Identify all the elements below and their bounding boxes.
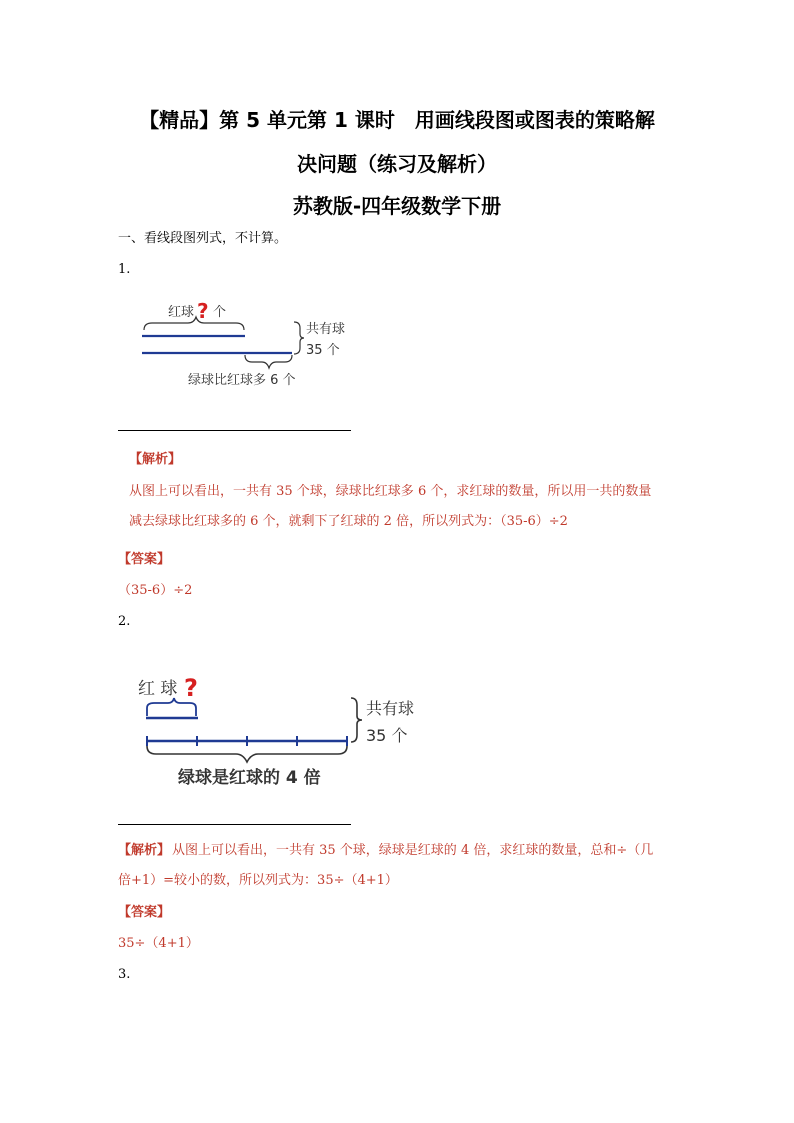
q1-total-line2: 35 个 (306, 343, 340, 358)
q2-answer-line (118, 824, 351, 825)
q2-line-diagram (130, 670, 430, 800)
q1-question-mark: ? (197, 299, 209, 323)
q2-number: 2. (118, 614, 131, 629)
q1-right-brace (294, 322, 304, 354)
q3-number: 3. (118, 967, 131, 982)
q2-label-red: 红 球 (138, 679, 178, 699)
q1-analysis-line2: 减去绿球比红球多的 6 个，就剩下了红球的 2 倍，所以列式为：（35-6）÷2 (129, 514, 568, 529)
q2-analysis-line1: 从图上可以看出，一共有 35 个球，绿球是红球的 4 倍，求红球的数量，总和÷（几 (172, 843, 654, 858)
q1-line-diagram (130, 292, 370, 402)
q2-right-brace (351, 698, 362, 742)
q2-total-line1: 共有球 (366, 699, 415, 718)
doc-title-line2: 决问题（练习及解析） (297, 152, 497, 176)
q1-analysis-label: 【解析】 (129, 452, 182, 467)
q2-total-line2: 35 个 (366, 726, 408, 745)
q2-answer: 35÷（4+1） (118, 936, 199, 951)
q1-label-red: 红球 (168, 305, 195, 320)
q1-answer-label: 【答案】 (118, 552, 171, 567)
q2-bottom-label: 绿球是红球的 4 倍 (178, 768, 321, 788)
q2-answer-label: 【答案】 (118, 905, 171, 920)
q1-label-unit: 个 (213, 305, 227, 320)
doc-title-line3: 苏教版-四年级数学下册 (292, 194, 502, 218)
doc-title-line1: 【精品】第 5 单元第 1 课时 用画线段图或图表的策略解 (139, 108, 655, 132)
q1-total-line1: 共有球 (306, 322, 346, 337)
q2-question-mark: ? (184, 674, 198, 702)
q1-bottom-brace (245, 355, 292, 368)
q2-analysis-line2: 倍+1）=较小的数，所以列式为：35÷（4+1） (118, 873, 398, 888)
q1-number: 1. (118, 262, 131, 277)
q1-analysis-line1: 从图上可以看出，一共有 35 个球，绿球比红球多 6 个，求红球的数量，所以用一共的数量 (129, 484, 652, 499)
q2-bottom-brace (147, 746, 347, 762)
section-heading: 一、看线段图列式，不计算。 (118, 231, 288, 246)
q2-analysis-label: 【解析】 (118, 843, 171, 858)
q1-answer: （35-6）÷2 (118, 583, 193, 598)
q1-answer-line (118, 430, 351, 431)
q1-bottom-label: 绿球比红球多 6 个 (188, 373, 296, 388)
